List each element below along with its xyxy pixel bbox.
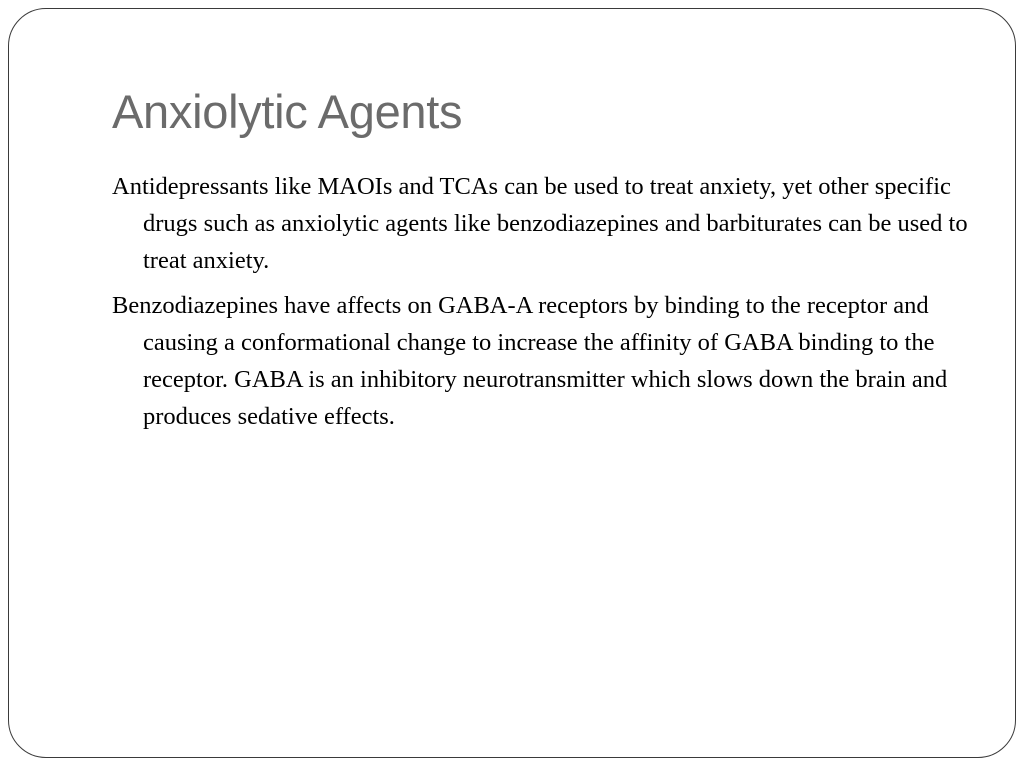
slide-title: Anxiolytic Agents bbox=[112, 85, 463, 138]
body-paragraph: Antidepressants like MAOIs and TCAs can be used to treat anxiety, yet other specific drugs such as anxiolytic agents like benzodiazepines and barbiturates can be used to treat anxiety. bbox=[112, 173, 968, 274]
slide-body bbox=[112, 168, 972, 443]
body-paragraph: Benzodiazepines have affects on GABA-A receptors by binding to the receptor and causing a conformational change to increase the affinity of GABA binding to the receptor. GABA is an inhibitory neurotransmitter which slows down the brain and produces sedative effects. bbox=[112, 292, 948, 430]
